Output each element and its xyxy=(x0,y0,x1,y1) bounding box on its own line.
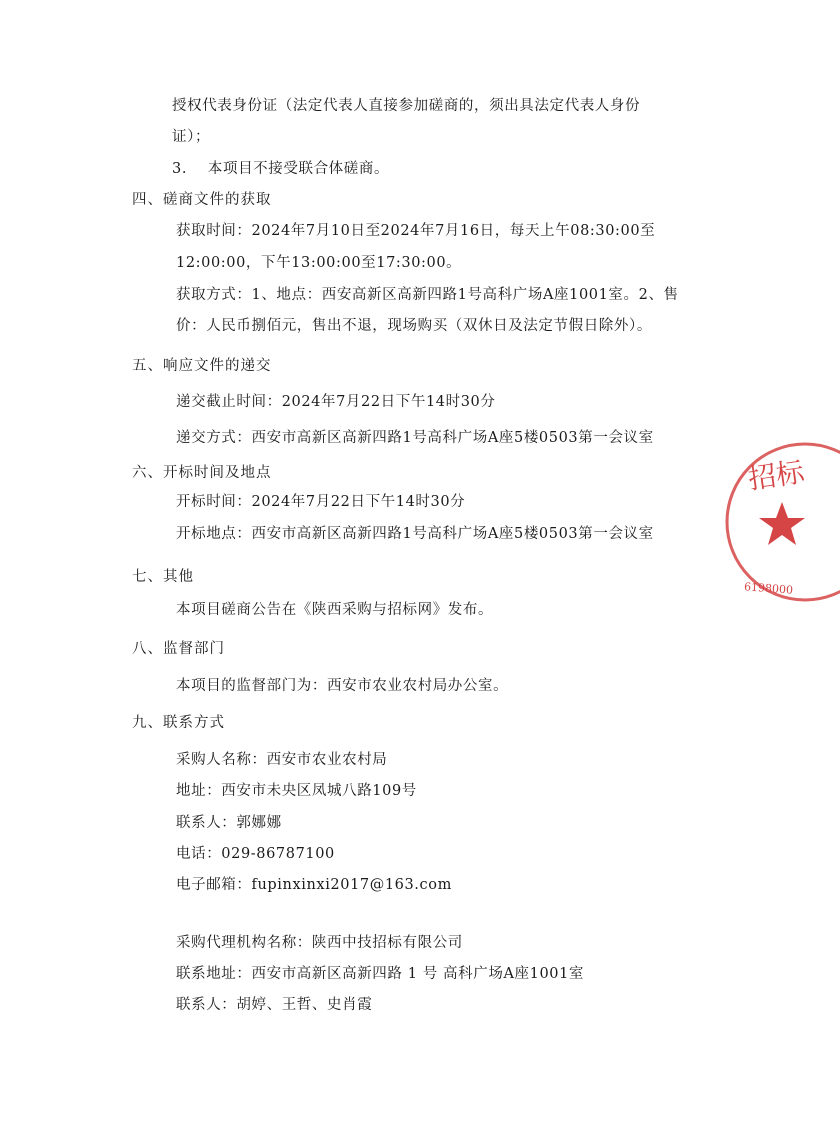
contact-line: 联系地址：西安市高新区高新四路 1 号 高科广场A座1001室 xyxy=(176,966,585,982)
section-heading: 九、联系方式 xyxy=(132,715,225,731)
paragraph-line: 授权代表身份证（法定代表人直接参加磋商的，须出具法定代表人身份 xyxy=(172,98,641,114)
paragraph-line: 证）； xyxy=(172,129,211,145)
contact-line: 联系人：郭娜娜 xyxy=(176,815,282,831)
contact-line: 电子邮箱：fupinxinxi2017@163.com xyxy=(176,877,452,893)
section-heading: 六、开标时间及地点 xyxy=(132,465,272,481)
star-icon xyxy=(758,500,806,548)
section-heading: 四、磋商文件的获取 xyxy=(132,192,272,208)
official-seal xyxy=(720,440,840,610)
contact-line: 联系人：胡婷、王哲、史肖霞 xyxy=(176,997,373,1013)
paragraph-line: 获取时间：2024年7月10日至2024年7月16日，每天上午08:30:00至 xyxy=(176,223,656,239)
section-heading: 五、响应文件的递交 xyxy=(132,358,272,374)
paragraph-line: 递交方式：西安市高新区高新四路1号高科广场A座5楼0503第一会议室 xyxy=(176,430,654,446)
paragraph-line: 获取方式：1、地点：西安高新区高新四路1号高科广场A座1001室。2、售 xyxy=(176,287,679,303)
contact-line: 采购人名称：西安市农业农村局 xyxy=(176,752,388,768)
paragraph-line: 本项目磋商公告在《陕西采购与招标网》发布。 xyxy=(176,602,494,618)
paragraph-line: 12:00:00，下午13:00:00至17:30:00。 xyxy=(176,255,462,271)
contact-line: 地址：西安市未央区凤城八路109号 xyxy=(176,783,417,799)
paragraph-line: 开标地点：西安市高新区高新四路1号高科广场A座5楼0503第一会议室 xyxy=(176,526,654,542)
paragraph-line: 价：人民币捌佰元，售出不退，现场购买（双休日及法定节假日除外）。 xyxy=(176,318,652,334)
paragraph-line: 递交截止时间：2024年7月22日下午14时30分 xyxy=(176,394,496,410)
contact-line: 电话：029-86787100 xyxy=(176,846,335,862)
seal-bottom-text: 6198000 xyxy=(743,580,794,597)
paragraph-line: 本项目的监督部门为：西安市农业农村局办公室。 xyxy=(176,678,509,694)
contact-line: 采购代理机构名称：陕西中技招标有限公司 xyxy=(176,935,463,951)
section-heading: 八、监督部门 xyxy=(132,641,225,657)
list-item: 3. 本项目不接受联合体磋商。 xyxy=(172,161,390,177)
seal-top-text: 招标 xyxy=(746,455,807,496)
paragraph-line: 开标时间：2024年7月22日下午14时30分 xyxy=(176,494,466,510)
section-heading: 七、其他 xyxy=(132,569,194,585)
